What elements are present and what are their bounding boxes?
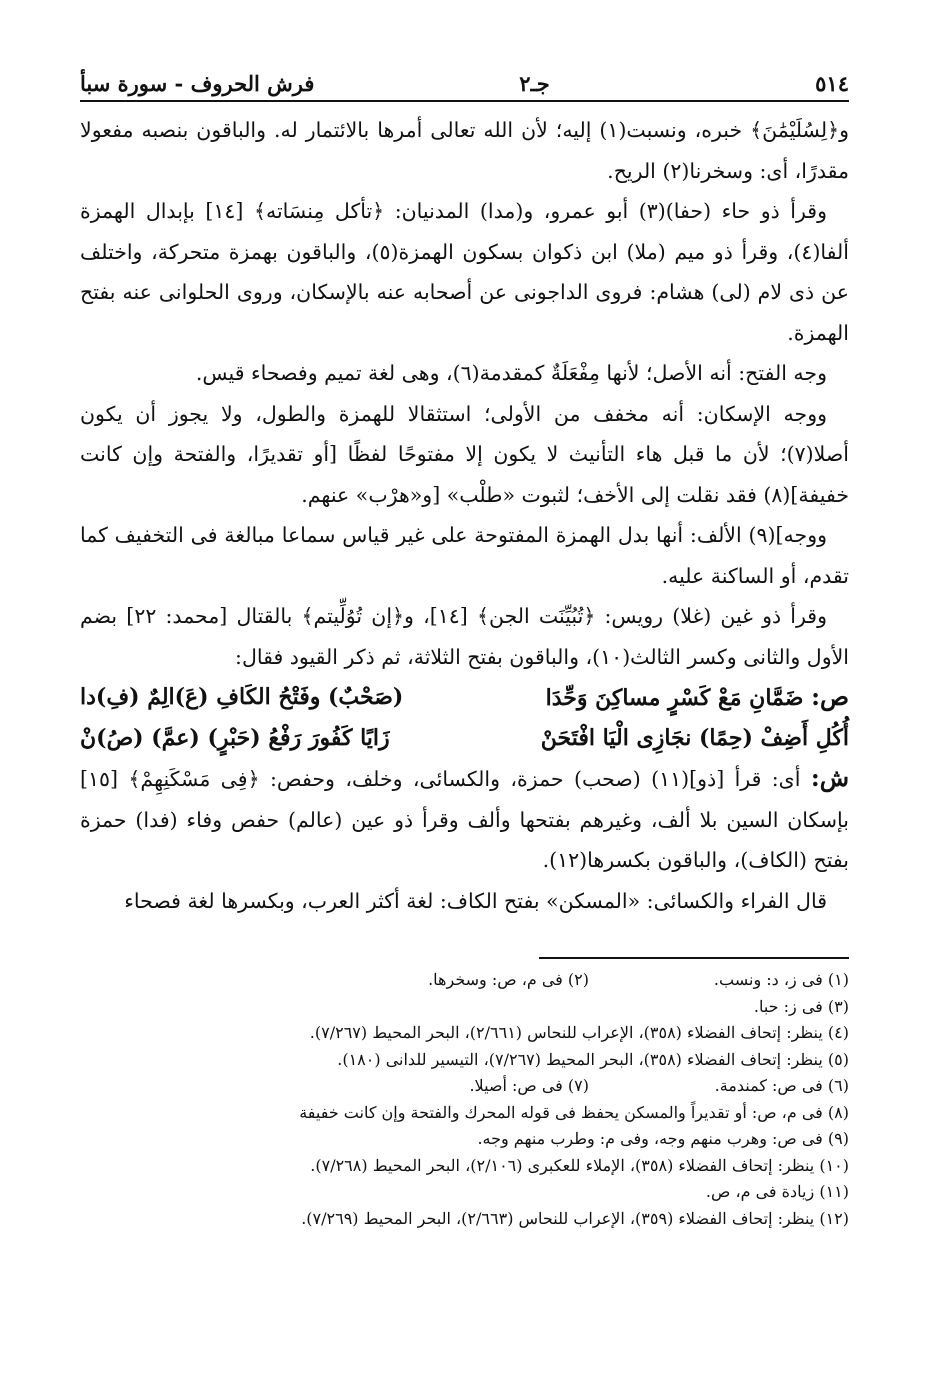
footnote-row: [80, 1020, 849, 1047]
paragraph: و﴿لِسُلَيْمَٰنَ﴾ خبره، ونسبت(١) إليه؛ لأن الله تعالى أمرها بالائتمار له. والباقون بنصبه مفعولا مقدرًا، أى: وسخرنا(٢) الريح.: [80, 118, 850, 183]
paragraph: ووجه](٩) الألف: أنها بدل الهمزة المفتوحة على غير قياس سماعا مبالغة فى التخفيف كما تقدم، أو الساكنة عليه.: [80, 523, 849, 588]
poem-line: [80, 677, 849, 718]
hemistich-right: ضَمَّانِ مَعْ كَسْرٍ مساكِنَ وَحِّدَا: [545, 685, 804, 711]
volume-label: جـ٢: [519, 71, 550, 96]
footnote-row: [80, 1153, 849, 1180]
footnote-8: (٨) فى م، ص: أو تقديراً والمسكن يحفظ فى قوله المحرك والفتحة وإن كانت خفيفة: [299, 1102, 849, 1122]
main-text: [80, 110, 849, 921]
paragraph: وقرأ ذو حاء (حفا)(٣) أبو عمرو، و(مدا) المدنيان: ﴿تأكل مِنسَاته﴾ [١٤] بإبدال الهمزة ألفا(٤)، وقرأ ذو ميم (ملا) ابن ذكوان بسكون الهمزة(٥)، والباقون بهمزة متحركة، واختلف عن ذى لام (لى) هشام: فروى الداجونى عن أصحابه عنه بالإسكان، وروى الحلوانى عنه بفتح الهمزة.: [80, 199, 849, 345]
footnote-9: (٩) فى ص: وهرب منهم وجه، وفى م: وطرب منهم وجه.: [477, 1129, 849, 1148]
footnotes: [80, 967, 849, 1232]
paragraph: وقرأ ذو غين (غلا) رويس: ﴿تُبُيِّنَت الجن﴾ [١٤]، و﴿إن تُوُلِّيتم﴾ بالقتال [محمد: ٢٢] بضم الأول والثانى وكسر الثالث(١٠)، والباقون بفتح الثلاثة، ثم ذكر القيود فقال:: [80, 604, 849, 669]
footnote-row: [80, 1179, 849, 1206]
footnote-3: (٣) فى ز: حبا.: [753, 996, 849, 1016]
commentary-sign: ش:: [810, 763, 849, 792]
footnote-row: [80, 1073, 849, 1100]
footnote-row: [80, 1126, 849, 1153]
footnote-4: (٤) ينظر: إتحاف الفضلاء (٣٥٨)، الإعراب للنحاس (٢/٦٦١)، البحر المحيط (٧/٢٦٧).: [309, 1023, 849, 1042]
footnote-row: [80, 967, 849, 994]
footnote-12: (١٢) ينظر: إتحاف الفضلاء (٣٥٩)، الإعراب للنحاس (٢/٦٦٣)، البحر المحيط (٧/٢٦٩).: [301, 1208, 849, 1228]
footnote-5: (٥) ينظر: إتحاف الفضلاء (٣٥٨)، البحر المحيط (٧/٢٦٧)، التيسير للدانى (١٨٠).: [337, 1049, 849, 1069]
footnote-row: [80, 1206, 849, 1233]
commentary-paragraph: [80, 758, 849, 881]
running-title: فرش الحروف - سورة سبأ: [80, 71, 315, 96]
page-header: [80, 62, 849, 102]
footnote-11: (١١) زيادة فى م، ص.: [705, 1182, 849, 1201]
hemistich-left: زَايًا كَفُورَ رَفْعُ (حَبْرٍ) (عمَّ) (صُ)نْ: [80, 725, 390, 751]
footnote-row: [80, 1100, 849, 1127]
footnote-2: (٢) فى م، ص: وسخرها.: [428, 970, 589, 989]
hemistich-left: (صَحْبٌ) وفَتْحُ الكَافِ (عَ)الِمٌ (فِ)دا: [80, 684, 404, 710]
poem-verses: [80, 677, 849, 758]
footnote-6: (٦) فى ص: كمندمة.: [714, 1076, 849, 1095]
paragraph: ووجه الإسكان: أنه مخفف من الأولى؛ استثقالا للهمزة والطول، ولا يجوز أن يكون أصلا(٧)؛ لأن ما قبل هاء التأنيث لا يكون إلا مفتوحًا لفظًا [أو تقديرًا، والفتحة وإن كانت خفيفة](٨) فقد نقلت إلى الأخف؛ لثبوت «طلْب» [و«هرْب» عنهم.: [80, 401, 849, 507]
paragraph: وجه الفتح: أنه الأصل؛ لأنها مِفْعَلَةٌ كمقدمة(٦)، وهى لغة تميم وفصحاء قيس.: [195, 361, 827, 385]
poem-sign: ص:: [811, 682, 849, 711]
closing-paragraph: قال الفراء والكسائى: «المسكن» بفتح الكاف: لغة أكثر العرب، وبكسرها لغة فصحاء: [124, 888, 827, 913]
footnote-7: (٧) فى ص: أصيلا.: [469, 1076, 589, 1095]
footnote-10: (١٠) ينظر: إتحاف الفضلاء (٣٥٨)، الإملاء للعكبرى (٢/١٠٦)، البحر المحيط (٧/٢٦٨).: [310, 1155, 849, 1175]
commentary-text: أى: قرأ [ذو](١١) (صحب) حمزة، والكسائى، وخلف، وحفص: ﴿فِى مَسْكَنِهِمْ﴾ [١٥] بإسكان السين بلا ألف، وغيرهم بفتحها وألف وقرأ ذو عين (عالم) حفص وفاء (فدا) حمزة بفتح (الكاف)، والباقون بكسرها(١٢).: [80, 767, 849, 872]
footnote-row: [80, 994, 849, 1021]
hemistich-right: أُكُلِ أَضِفْ (حِمًا) نجَازِى الْيَا افْتَحَنْ: [540, 725, 849, 751]
footnote-divider: [539, 957, 849, 959]
poem-line: [80, 718, 849, 758]
page-number: ٥١٤: [815, 71, 849, 96]
footnote-row: [80, 1047, 849, 1074]
footnote-1: (١) فى ز، د: ونسب.: [713, 970, 849, 989]
